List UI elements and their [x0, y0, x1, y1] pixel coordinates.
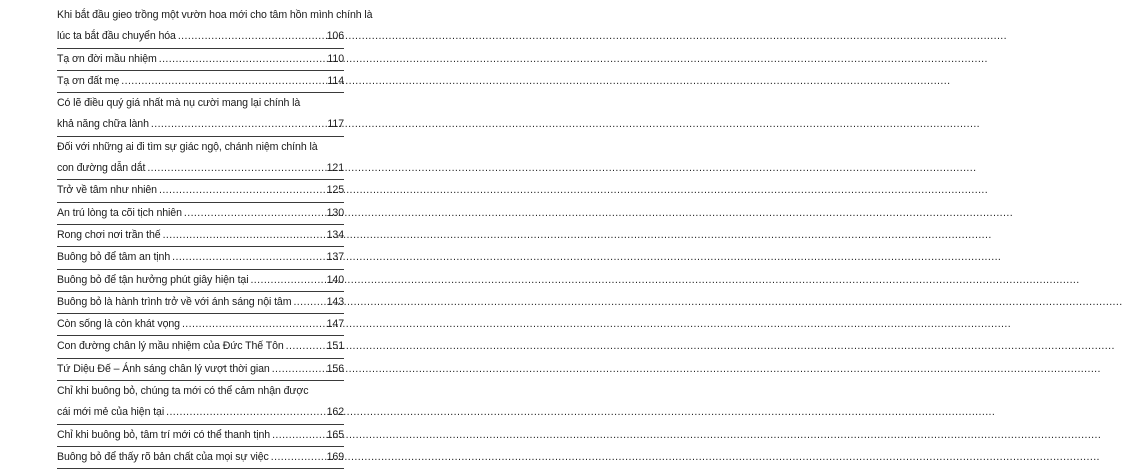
toc-page-number: 121 — [326, 162, 344, 175]
toc-entry-title-line: con đường dẫn dắt — [57, 162, 146, 175]
toc-page-number: 134 — [326, 228, 344, 241]
toc-entry-title-line: Khi bắt đầu gieo trồng một vườn hoa mới cho tâm hồn mình chính là — [57, 9, 373, 21]
toc-entry[interactable] — [57, 314, 344, 336]
toc-entry-title-line: Có lẽ điều quý giá nhất mà nụ cười mang lại chính là — [57, 97, 301, 110]
toc-entry[interactable] — [57, 5, 373, 49]
toc-entry[interactable] — [57, 203, 344, 225]
toc-page-number: 114 — [327, 74, 344, 87]
toc-entry[interactable] — [57, 225, 344, 247]
toc-entry[interactable] — [57, 137, 344, 181]
dot-leader — [166, 402, 325, 423]
toc-entry[interactable] — [57, 381, 344, 425]
dot-leader — [147, 158, 324, 179]
toc-entry-title-line: An trú lòng ta cõi tịch nhiên — [57, 206, 182, 219]
toc-entry[interactable] — [57, 270, 344, 292]
toc-page-number: 165 — [326, 428, 344, 441]
toc-entry[interactable] — [57, 336, 344, 358]
toc-entry-title-line: lúc ta bắt đầu chuyển hóa — [57, 30, 176, 43]
toc-page-number: 143 — [326, 295, 344, 308]
toc-entry-title-line: Rong chơi nơi trần thế — [57, 228, 161, 241]
toc-page-number: 169 — [326, 450, 344, 463]
toc-page-number: 140 — [326, 273, 344, 286]
toc-entry-title-line: Chỉ khi buông bỏ, chúng ta mới có thể cảm nhận được — [57, 385, 309, 398]
toc-entry[interactable] — [57, 71, 344, 93]
dot-leader — [159, 49, 326, 70]
toc-entry-title-line: Buông bỏ để tâm an tịnh — [57, 251, 171, 264]
toc-entry-title-line: Tạ ơn đời mầu nhiệm — [57, 52, 157, 65]
toc-entry-title-line: Tứ Diệu Đế – Ánh sáng chân lý vượt thời gian — [57, 362, 270, 375]
dot-leader — [184, 203, 325, 224]
toc-entry-title-line: cái mới mẻ của hiện tại — [57, 406, 165, 419]
dot-leader — [286, 336, 325, 357]
toc-entry-title-line: Buông bỏ là hành trình trở về với ánh sáng nội tâm — [57, 295, 292, 308]
dot-leader — [272, 359, 325, 380]
toc-entry[interactable] — [57, 425, 344, 447]
dot-leader — [159, 180, 325, 201]
toc-entry-title-line: Chỉ khi buông bỏ, tâm trí mới có thể thanh tịnh — [57, 428, 271, 441]
toc-entry-title-line: Tạ ơn đất mẹ — [57, 74, 120, 87]
toc-entry-title-line: Còn sống là còn khát vọng — [57, 318, 180, 331]
toc-page-number: 156 — [326, 362, 344, 375]
toc-entry[interactable] — [57, 247, 344, 269]
dot-leader — [163, 225, 325, 246]
toc-entry-title-line: khả năng chữa lành — [57, 118, 149, 131]
toc-entry-title-line: Trở về tâm như nhiên — [57, 184, 157, 197]
toc-entry[interactable] — [57, 447, 344, 469]
toc-page-number: 110 — [327, 52, 344, 65]
dot-leader — [121, 71, 325, 92]
toc-page-number: 151 — [326, 340, 344, 353]
toc-page-number: 130 — [326, 206, 344, 219]
toc-entry-title-line: Buông bỏ để tận hưởng phút giây hiện tại — [57, 273, 249, 286]
toc-entry[interactable] — [57, 93, 344, 137]
dot-leader — [272, 425, 325, 446]
table-of-contents — [57, 5, 373, 469]
toc-entry-title-line: Đối với những ai đi tìm sự giác ngộ, chánh niệm chính là — [57, 140, 318, 153]
toc-entry[interactable] — [57, 359, 344, 381]
toc-page-number: 125 — [326, 184, 344, 197]
toc-page-number: 117 — [327, 118, 344, 131]
toc-page-number: 147 — [326, 318, 344, 331]
dot-leader — [182, 314, 325, 335]
dot-leader — [151, 114, 326, 135]
dot-leader — [178, 26, 325, 47]
toc-entry-title-line: Buông bỏ để thấy rõ bản chất của mọi sự việc — [57, 450, 269, 463]
dot-leader — [271, 447, 325, 468]
toc-page-number: 162 — [326, 406, 344, 419]
toc-page-number: 106 — [326, 30, 344, 43]
dot-leader — [293, 292, 324, 313]
dot-leader — [250, 270, 324, 291]
toc-entry[interactable] — [57, 180, 344, 202]
toc-entry[interactable] — [57, 49, 344, 71]
toc-entry-title-line: Con đường chân lý mầu nhiệm của Đức Thế Tôn — [57, 340, 284, 353]
toc-entry[interactable] — [57, 292, 344, 314]
dot-leader — [172, 247, 324, 268]
toc-page-number: 137 — [326, 251, 344, 264]
